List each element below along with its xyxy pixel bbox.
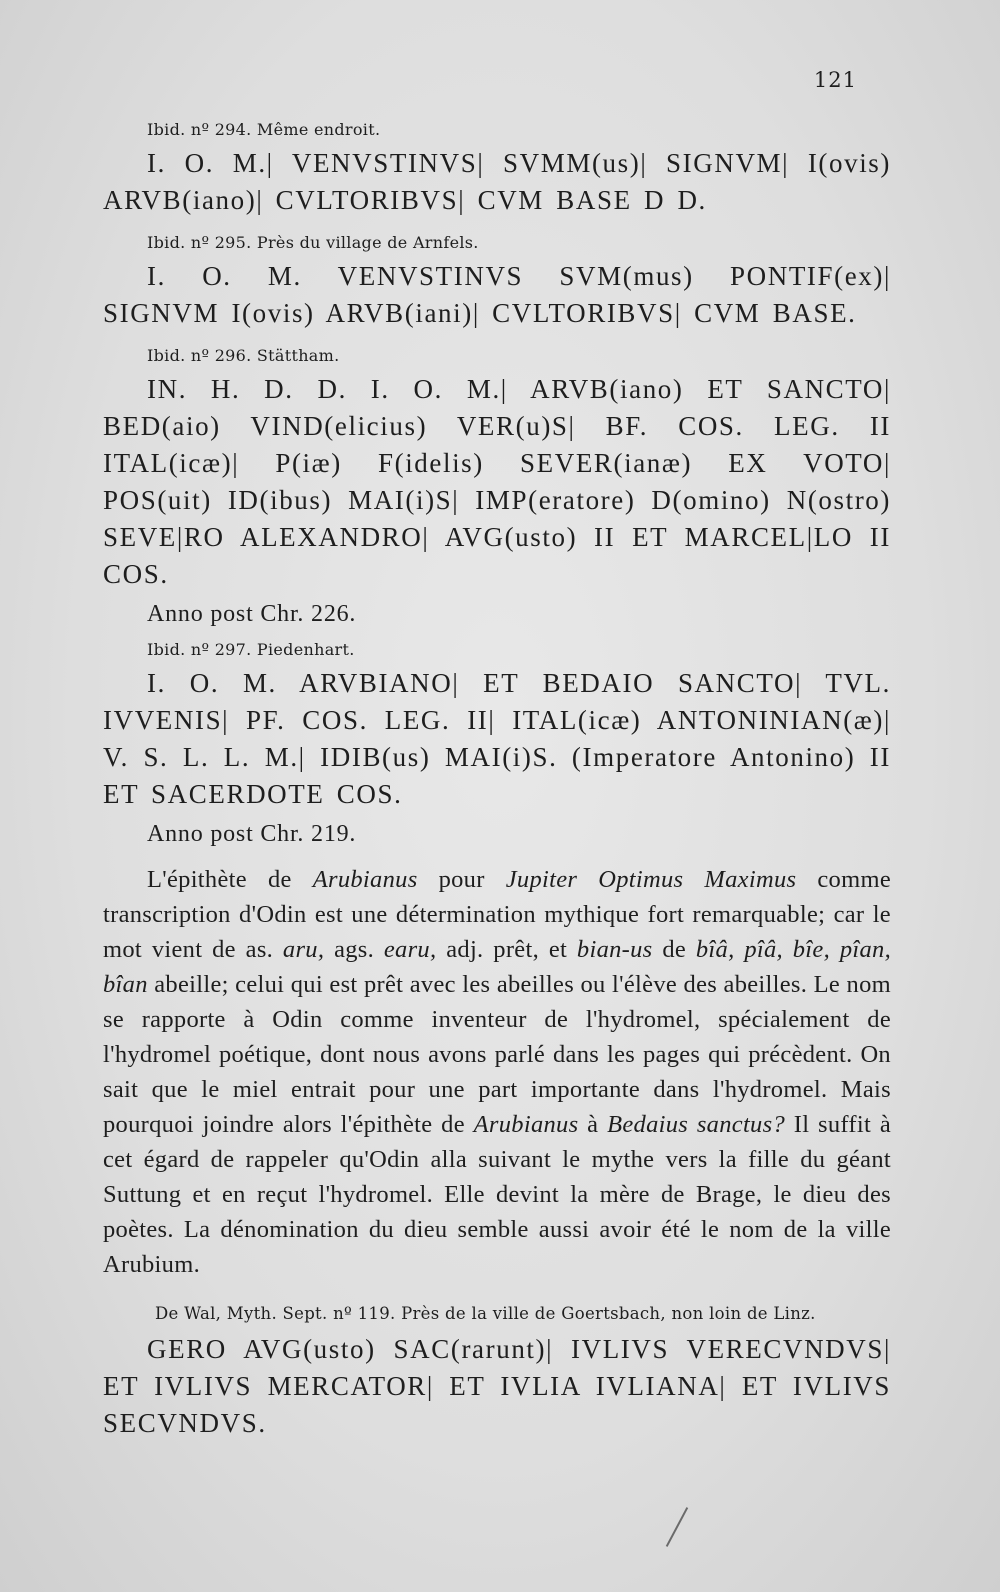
commentary-paragraph [103, 862, 891, 1282]
italic-term: aru, [282, 936, 325, 963]
inscription-text: I. O. M. VENVSTINVS SVM(mus) PONTIF(ex)| SIGNVM I(ovis) ARVB(iani)| CVLTORIBVS| CVM BASE. [103, 261, 891, 328]
inscription-text: GERO AVG(usto) SAC(rarunt)| IVLIVS VERECVNDVS| ET IVLIVS MERCATOR| ET IVLIA IVLIANA| ET IVLIVS SECVNDVS. [103, 1334, 891, 1438]
text-run: Il suffit à cet égard de rappeler qu'Odin alla suivant le mythe vers la fille du géant Suttung et en reçut l'hydromel. Elle devint la mère de Brage, le dieu des poètes. La dénomination du dieu semble aussi avoir été le nom de la ville Arubium. [103, 1111, 892, 1278]
italic-term: Arubianus [312, 866, 418, 893]
italic-term: bian-us [576, 936, 653, 963]
text-run: abeille; celui qui est prêt avec les abeilles ou l'élève des abeilles. Le nom se rapporte à Odin comme inventeur de l'hydromel, spécialement de l'hydromel poétique, dont nous avons parlé dans les pages qui précèdent. On sait que le miel entrait pour une part importante dans l'hydromel. Mais pourquoi joindre alors l'épithète de [103, 971, 891, 1138]
inscription-text: I. O. M. ARVBIANO| ET BEDAIO SANCTO| TVL. IVVENIS| PF. COS. LEG. II| ITAL(icæ) ANTONINIAN(æ)| V. S. L. L. M.| IDIB(us) MAI(i)S. (Imperatore Antonino) II ET SACERDOTE COS. [103, 668, 891, 809]
inscription-reference: Ibid. nº 296. Stättham. [147, 346, 340, 365]
text-run: à [578, 1111, 608, 1138]
inscription-reference: Ibid. nº 294. Même endroit. [147, 120, 381, 139]
inscription-date: Anno post Chr. 219. [147, 821, 357, 847]
pen-mark [666, 1507, 688, 1547]
italic-term: Bedaius sanctus? [607, 1111, 785, 1138]
page-content [103, 120, 891, 1456]
inscription-date: Anno post Chr. 226. [147, 601, 357, 627]
inscription-text: I. O. M.| VENVSTINVS| SVMM(us)| SIGNVM| I(ovis) ARVB(iano)| CVLTORIBVS| CVM BASE D D. [103, 148, 891, 215]
page-number: 121 [813, 68, 857, 92]
text-run: de [652, 936, 696, 963]
text-run: ags. [324, 936, 384, 963]
inscription-reference: De Wal, Myth. Sept. nº 119. Près de la ville de Goertsbach, non loin de Linz. [155, 1304, 816, 1323]
inscription-reference: Ibid. nº 295. Près du village de Arnfels. [147, 233, 479, 252]
italic-term: bîâ, pîâ, bîe, pîan, bîan [103, 936, 892, 998]
italic-term: earu, [383, 936, 437, 963]
text-run: adj. prêt, et [436, 936, 577, 963]
text-run: pour [417, 866, 506, 893]
text-run: comme transcription d'Odin est une détermination mythique fort remarquable; car le mot vient de as. [103, 866, 891, 963]
inscription-text: IN. H. D. D. I. O. M.| ARVB(iano) ET SANCTO| BED(aio) VIND(elicius) VER(u)S| BF. COS. LEG. II ITAL(icæ)| P(iæ) F(idelis) SEVER(ianæ) EX VOTO| POS(uit) ID(ibus) MAI(i)S| IMP(eratore) D(omino) N(ostro) SEVE|RO ALEXANDRO| AVG(usto) II ET MARCEL|LO II COS. [103, 374, 891, 589]
text-run: L'épithète de [147, 866, 313, 893]
italic-term: Jupiter Optimus Maximus [505, 866, 797, 893]
italic-term: Arubianus [473, 1111, 579, 1138]
inscription-reference: Ibid. nº 297. Piedenhart. [147, 640, 355, 659]
